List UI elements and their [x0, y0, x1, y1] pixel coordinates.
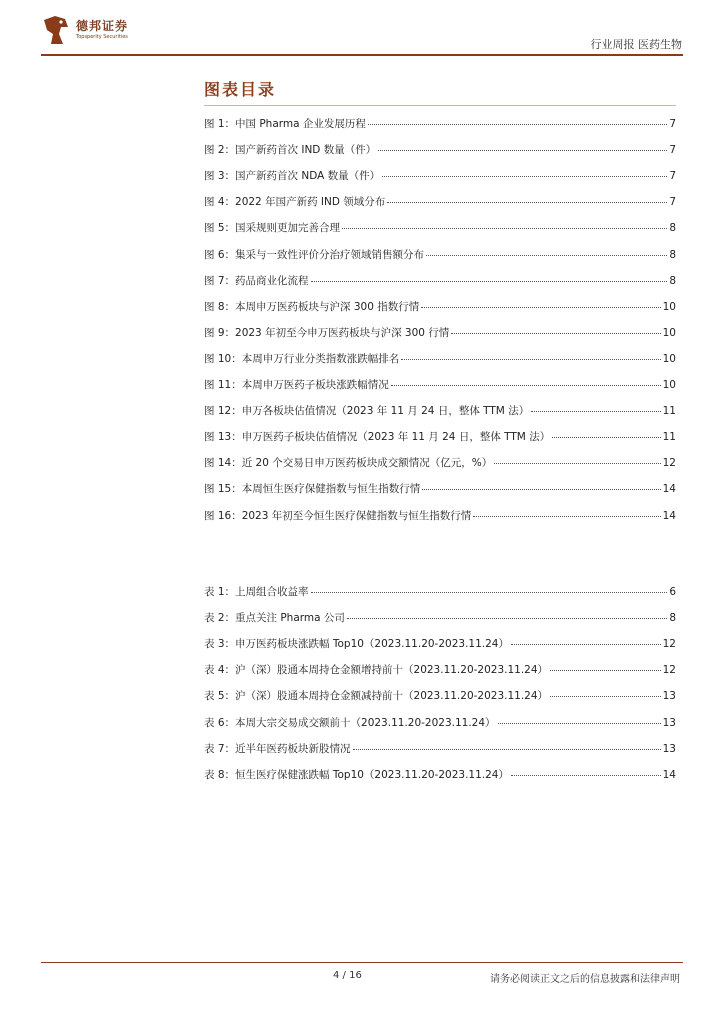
toc-entry-label: 图 6：集采与一致性评价分治疗领域销售额分布	[204, 248, 425, 261]
dot-leader	[498, 722, 661, 724]
toc-entry[interactable]	[204, 377, 676, 393]
toc-entry-page: 8	[669, 222, 676, 235]
toc-entry-label: 图 10：本周申万行业分类指数涨跌幅排名	[204, 352, 400, 365]
toc-entry[interactable]	[204, 247, 676, 263]
toc-entry-label: 表 4：沪（深）股通本周持仓金额增持前十（2023.11.20-2023.11.24）	[204, 664, 549, 677]
toc-entry-label: 图 16：2023 年初至今恒生医疗保健指数与恒生指数行情	[204, 509, 472, 522]
toc-entry-page: 14	[662, 509, 676, 522]
toc-entry-label: 图 3：国产新药首次 NDA 数量（件）	[204, 170, 381, 183]
toc-entry[interactable]	[204, 688, 676, 704]
toc-entry-page: 7	[669, 118, 676, 130]
toc-entry-label: 图 1：中国 Pharma 企业发展历程	[204, 118, 366, 130]
toc-entry-label: 表 2：重点关注 Pharma 公司	[204, 612, 345, 625]
toc-entry-label: 表 3：申万医药板块涨跌幅 Top10（2023.11.20-2023.11.24）	[204, 638, 509, 651]
toc-entry-page: 6	[669, 586, 676, 598]
dot-leader	[421, 306, 660, 308]
dot-leader	[473, 515, 660, 517]
toc-entry-page: 11	[662, 431, 676, 444]
dot-leader	[550, 695, 661, 697]
toc-entry[interactable]	[204, 273, 676, 289]
toc-entry-page: 10	[662, 300, 676, 313]
dot-leader	[378, 149, 667, 151]
toc-entry-label: 表 5：沪（深）股通本周持仓金额减持前十（2023.11.20-2023.11.24）	[204, 690, 549, 703]
dot-leader	[382, 175, 667, 177]
toc-entry-label: 表 7：近半年医药板块新股情况	[204, 742, 351, 755]
toc-entry-label: 图 9：2023 年初至今申万医药板块与沪深 300 行情	[204, 326, 450, 339]
toc-entry[interactable]	[204, 299, 676, 315]
toc-entry[interactable]	[204, 116, 676, 132]
toc-entry-label: 图 11：本周申万医药子板块涨跌幅情况	[204, 379, 389, 391]
toc-title: 图表目录	[204, 80, 277, 99]
toc-entry-label: 图 5：国采规则更加完善合理	[204, 222, 341, 235]
logo-mark-icon	[41, 14, 71, 46]
toc-entry-page: 8	[669, 274, 676, 287]
toc-entry-label: 图 13：申万医药子板块估值情况（2023 年 11 月 24 日，整体 TTM 法）	[204, 431, 551, 444]
dot-leader	[531, 410, 660, 412]
toc-entry[interactable]	[204, 636, 676, 652]
dot-leader	[401, 358, 660, 360]
dot-leader	[422, 488, 660, 490]
dot-leader	[552, 436, 660, 438]
title-divider	[204, 105, 676, 106]
toc-entry-page: 13	[662, 690, 676, 703]
toc-entry-page: 14	[662, 483, 676, 496]
toc-entry-page: 7	[669, 170, 676, 183]
dot-leader	[368, 123, 667, 125]
toc-entry-label: 图 15：本周恒生医疗保健指数与恒生指数行情	[204, 483, 421, 496]
dot-leader	[347, 617, 667, 619]
toc-entry-page: 10	[662, 326, 676, 339]
dot-leader	[311, 280, 668, 282]
report-category: 行业周报 医药生物	[590, 38, 682, 51]
toc-entry-page: 8	[669, 612, 676, 625]
toc-entry[interactable]	[204, 142, 676, 158]
toc-entry[interactable]	[204, 325, 676, 341]
toc-entry-label: 图 4：2022 年国产新药 IND 领域分布	[204, 196, 386, 209]
toc-entry-page: 12	[662, 664, 676, 677]
dot-leader	[451, 332, 660, 334]
toc-entry-page: 12	[662, 638, 676, 651]
toc-entry-page: 8	[669, 248, 676, 261]
dot-leader	[511, 774, 661, 776]
toc-entry-label: 图 14：近 20 个交易日申万医药板块成交额情况（亿元，%）	[204, 457, 493, 470]
toc-entry[interactable]	[204, 610, 676, 626]
toc-entry[interactable]	[204, 168, 676, 184]
toc-entry[interactable]	[204, 455, 676, 471]
toc-entry-page: 10	[662, 352, 676, 365]
toc-entry[interactable]	[204, 584, 676, 600]
toc-entry-label: 表 8：恒生医疗保健涨跌幅 Top10（2023.11.20-2023.11.24）	[204, 768, 509, 781]
toc-entry[interactable]	[204, 351, 676, 367]
toc-entry-label: 图 8：本周申万医药板块与沪深 300 指数行情	[204, 300, 420, 313]
toc-entry-label: 图 2：国产新药首次 IND 数量（件）	[204, 144, 377, 157]
toc-entry[interactable]	[204, 662, 676, 678]
toc-entry[interactable]	[204, 715, 676, 731]
toc-entry-page: 12	[662, 457, 676, 470]
toc-entry[interactable]	[204, 508, 676, 524]
toc-entry-page: 13	[662, 742, 676, 755]
dot-leader	[426, 254, 667, 256]
toc-entry[interactable]	[204, 403, 676, 419]
dot-leader	[353, 748, 661, 750]
toc-entry-label: 表 6：本周大宗交易成交额前十（2023.11.20-2023.11.24）	[204, 716, 496, 729]
toc-entry-page: 14	[662, 768, 676, 781]
dot-leader	[387, 201, 667, 203]
header-divider	[41, 54, 683, 56]
toc-entry[interactable]	[204, 220, 676, 236]
toc-entry[interactable]	[204, 767, 676, 783]
toc-entry[interactable]	[204, 429, 676, 445]
brand-logo	[41, 14, 141, 46]
toc-entry[interactable]	[204, 481, 676, 497]
toc-entry-page: 13	[662, 716, 676, 729]
toc-entry[interactable]	[204, 741, 676, 757]
toc-entry-page: 7	[669, 196, 676, 209]
toc-entry-page: 11	[662, 405, 676, 418]
footer-disclaimer: 请务必阅读正文之后的信息披露和法律声明	[490, 974, 680, 985]
toc-entry-label: 表 1：上周组合收益率	[204, 586, 309, 598]
toc-entry-label: 图 12：申万各板块估值情况（2023 年 11 月 24 日，整体 TTM 法）	[204, 405, 530, 418]
dot-leader	[550, 669, 661, 671]
dot-leader	[342, 227, 667, 229]
dot-leader	[511, 643, 661, 645]
toc-entry[interactable]	[204, 194, 676, 210]
footer-divider	[41, 962, 683, 963]
dot-leader	[391, 384, 661, 386]
toc-entry-page: 7	[669, 144, 676, 157]
brand-name: 德邦证券	[76, 19, 129, 33]
page-number: 4 / 16	[333, 970, 362, 981]
toc-entry-label: 图 7：药品商业化流程	[204, 274, 309, 287]
toc-entry-page: 10	[662, 379, 676, 391]
brand-name-en: Topsperity Securities	[76, 34, 128, 40]
dot-leader	[311, 591, 668, 593]
dot-leader	[494, 462, 660, 464]
